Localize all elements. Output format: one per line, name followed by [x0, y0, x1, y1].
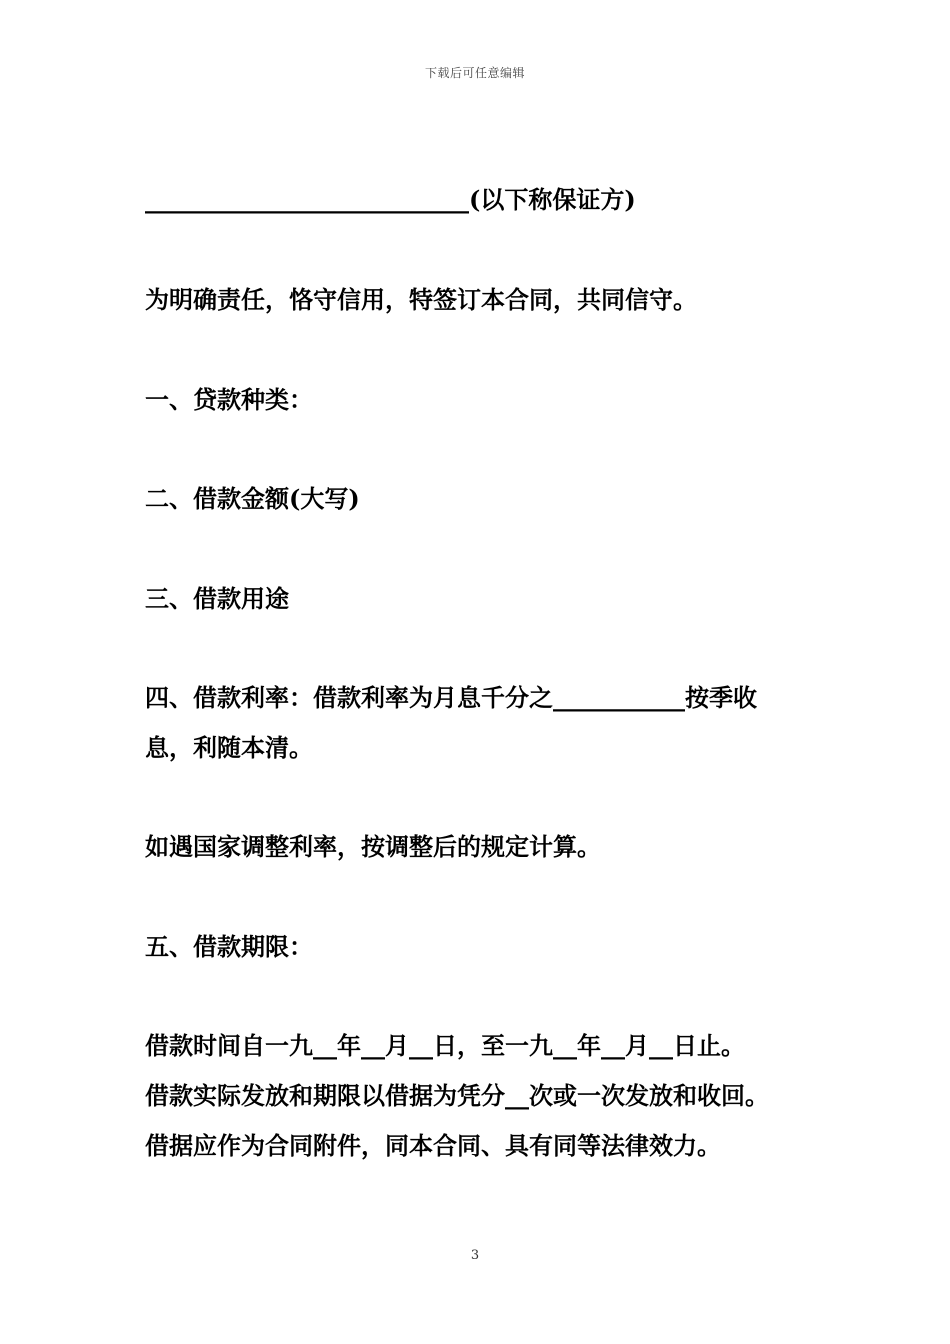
section-interest-rate-cont: 息，利随本清。: [145, 733, 313, 762]
section-loan-purpose: 三、借款用途: [145, 584, 289, 613]
receipt-attachment-note: 借据应作为合同附件，同本合同、具有同等法律效力。: [145, 1131, 721, 1160]
section-loan-term: 五、借款期限：: [145, 932, 313, 961]
page-number: 3: [470, 1248, 480, 1263]
section-loan-type: 一、贷款种类：: [145, 385, 313, 414]
rate-adjustment-note: 如遇国家调整利率，按调整后的规定计算。: [145, 832, 601, 861]
loan-term-dates: 借款时间自一九__年__月__日，至一九__年__月__日止。: [145, 1031, 745, 1060]
section-interest-rate: 四、借款利率：借款利率为月息千分之___________按季收: [145, 683, 757, 712]
loan-disbursement-note: 借款实际发放和期限以借据为凭分__次或一次发放和收回。: [145, 1081, 769, 1110]
page-header: 下载后可任意编辑: [424, 66, 525, 80]
section-loan-amount: 二、借款金额(大写): [145, 484, 360, 513]
intro-paragraph: 为明确责任，恪守信用，特签订本合同，共同信守。: [145, 285, 697, 314]
guarantor-line: ___________________________(以下称保证方): [145, 185, 636, 214]
